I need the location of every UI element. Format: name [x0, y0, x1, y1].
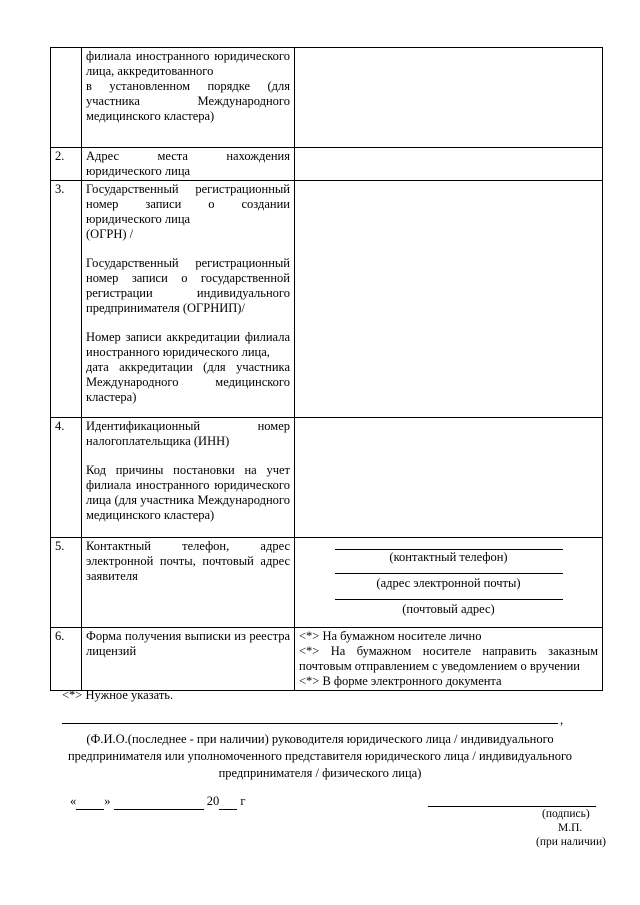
row-text: Идентификационный номер налогоплательщика (ИНН) — [86, 419, 290, 448]
row-text: в установленном порядке (для участника Международного медицинского кластера) — [86, 79, 290, 123]
row-value-cell[interactable] — [295, 181, 603, 418]
row-description — [82, 418, 295, 538]
row-text: Государственный регистрационный номер записи о создании юридического лица — [86, 182, 290, 226]
delivery-option-paper-personal[interactable]: <*> На бумажном носителе лично — [299, 629, 482, 643]
delivery-options-cell — [295, 628, 603, 691]
table-row — [51, 48, 603, 148]
row-number: 6. — [51, 628, 82, 691]
signature-line[interactable] — [428, 806, 596, 807]
delivery-option-paper-mail[interactable]: <*> На бумажном носителе направить заказным почтовым отправлением с уведомлением о вручении — [299, 644, 598, 673]
phone-field-label: (контактный телефон) — [389, 550, 508, 564]
fio-caption: (Ф.И.О.(последнее - при наличии) руководителя юридического лица / индивидуального предпринимателя или уполномоченного представителя юридического лица / индивидуального предпринимателя / физического лица) — [67, 732, 573, 780]
row-number: 5. — [51, 538, 82, 628]
postal-field-label: (почтовый адрес) — [402, 602, 495, 616]
date-field — [70, 794, 246, 810]
table-row — [51, 181, 603, 418]
row-description — [82, 48, 295, 148]
date-year-blank[interactable] — [219, 794, 237, 810]
row-value-cell[interactable] — [295, 148, 603, 181]
date-month-blank[interactable] — [114, 794, 204, 810]
date-day-blank[interactable] — [76, 794, 104, 810]
email-field-label: (адрес электронной почты) — [376, 576, 521, 590]
row-number: 3. — [51, 181, 82, 418]
row-text: Код причины постановки на учет филиала иностранного юридического лица (для участника Международного медицинского кластера) — [86, 463, 290, 522]
row-description — [82, 628, 295, 691]
date-open-quote: « — [70, 794, 77, 808]
delivery-option-electronic[interactable]: <*> В форме электронного документа — [299, 674, 502, 688]
row-text: Номер записи аккредитации филиала иностранного юридического лица, — [86, 330, 290, 359]
row-description — [82, 538, 295, 628]
table-row — [51, 628, 603, 691]
row-value-cell[interactable] — [295, 418, 603, 538]
row-text: (ОГРН) / — [86, 227, 134, 241]
row-description — [82, 148, 295, 181]
date-year-suffix: г — [240, 794, 246, 808]
table-row — [51, 538, 603, 628]
row-text: Контактный телефон, адрес электронной почты, почтовый адрес заявителя — [86, 539, 290, 583]
row-number: 2. — [51, 148, 82, 181]
row-description — [82, 181, 295, 418]
row-value-cell[interactable] — [295, 48, 603, 148]
stamp-note: (при наличии) — [536, 836, 606, 848]
signature-label: (подпись) — [542, 808, 590, 820]
row-text: Государственный регистрационный номер записи о государственной регистрации индивидуального предпринимателя (ОГРНИП)/ — [86, 256, 290, 315]
fio-signature-line[interactable] — [62, 723, 558, 724]
row-text: Форма получения выписки из реестра лицензий — [86, 629, 290, 658]
row-text: Адрес места нахождения юридического лица — [86, 149, 290, 178]
table-row — [51, 418, 603, 538]
date-year-prefix: 20 — [206, 794, 220, 808]
contact-fields-cell — [295, 538, 603, 628]
table-row — [51, 148, 603, 181]
row-number — [51, 48, 82, 148]
signature-comma: , — [560, 713, 564, 727]
footnote: <*> Нужное указать. — [62, 688, 174, 702]
row-number: 4. — [51, 418, 82, 538]
date-close-quote: » — [104, 794, 111, 808]
application-form-table — [50, 47, 603, 691]
row-text: дата аккредитации (для участника Международного медицинского кластера) — [86, 360, 290, 404]
row-text: филиала иностранного юридического лица, аккредитованного — [86, 49, 290, 78]
stamp-label: М.П. — [558, 822, 583, 834]
